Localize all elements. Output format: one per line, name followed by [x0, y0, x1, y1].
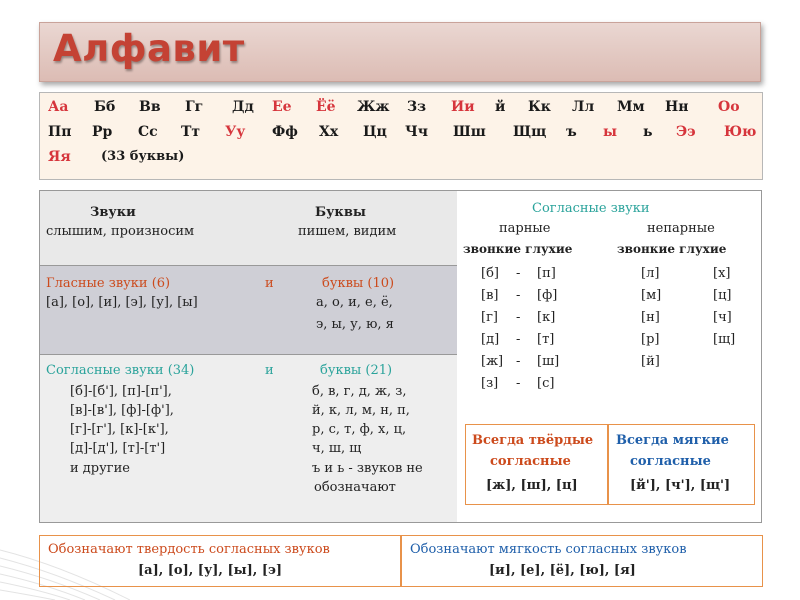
alphabet-letter: Чч	[405, 124, 429, 140]
sounds-letters-table	[39, 190, 459, 523]
paired-voiced: [в]	[481, 288, 499, 303]
vowels-letters-title: буквы (10)	[322, 276, 395, 291]
vowels-sounds-title: Гласные звуки (6)	[46, 276, 171, 291]
always-soft-box	[607, 424, 755, 505]
alphabet-letter: Зз	[407, 99, 427, 115]
alphabet-letter: Ёё	[316, 99, 336, 115]
always-hard-line-1: Всегда твёрдые	[472, 433, 594, 448]
alphabet-letter: Тт	[181, 124, 201, 140]
hardness-values: [а], [о], [у], [ы], [э]	[138, 563, 283, 578]
vowels-cell	[40, 266, 458, 355]
paired-voiced: [ж]	[481, 354, 504, 369]
alphabet-letter: Оо	[718, 99, 740, 115]
consonant-pair-line: [д]-[д'], [т]-[т']	[70, 441, 166, 456]
unpaired-voiced: [р]	[641, 332, 660, 347]
alphabet-letter: Щщ	[513, 124, 547, 140]
alphabet-letter: ы	[603, 124, 618, 140]
consonant-letters-line: р, с, т, ф, х, ц,	[312, 422, 407, 437]
vowels-sounds-list: [а], [о], [и], [э], [у], [ы]	[46, 295, 198, 310]
header-sounds: Звуки	[90, 205, 136, 220]
hardness-title: Обозначают твердость согласных звуков	[48, 542, 330, 557]
paired-dash: -	[516, 310, 521, 325]
consonant-pair-line: [в]-[в'], [ф]-[ф'],	[70, 403, 174, 418]
page-title: Алфавит	[53, 27, 245, 70]
consonants-cell	[40, 355, 458, 522]
header-letters: Буквы	[315, 205, 366, 220]
hardness-box	[39, 535, 402, 587]
unpaired-label: непарные	[647, 221, 715, 236]
always-hard-values: [ж], [ш], [ц]	[486, 478, 578, 493]
unpaired-voiceless: [х]	[713, 266, 731, 281]
always-hard-line-2: согласные	[490, 454, 571, 469]
alphabet-letter: Аа	[48, 99, 69, 115]
alphabet-letter: Рр	[92, 124, 113, 140]
consonants-sounds-title: Согласные звуки (34)	[46, 363, 195, 378]
paired-voiceless: [с]	[537, 376, 555, 391]
unpaired-voiceless: [ц]	[713, 288, 732, 303]
alphabet-letter: Шш	[453, 124, 486, 140]
table-header-cell	[40, 191, 458, 266]
alphabet-letter: Ее	[272, 99, 292, 115]
paired-voiceless: [п]	[537, 266, 556, 281]
paired-dash: -	[516, 332, 521, 347]
always-soft-line-1: Всегда мягкие	[616, 433, 729, 448]
paired-dash: -	[516, 288, 521, 303]
header-sounds-sub: слышим, произносим	[46, 224, 195, 239]
consonant-letters-line: ъ и ь - звуков не	[312, 461, 423, 476]
vowels-letters-line-2: э, ы, у, ю, я	[316, 317, 394, 332]
unpaired-voiceless: [ч]	[713, 310, 732, 325]
alphabet-letter: Гг	[185, 99, 204, 115]
alphabet-letter-ya: Яя	[48, 149, 71, 165]
vowels-letters-line-1: а, о, и, е, ё,	[316, 295, 393, 310]
alphabet-letter: Жж	[357, 99, 390, 115]
alphabet-letter: Лл	[572, 99, 595, 115]
consonant-pair-line: и другие	[70, 461, 130, 476]
paired-voiced: [з]	[481, 376, 499, 391]
alphabet-box	[39, 92, 763, 180]
paired-dash: -	[516, 354, 521, 369]
consonants-and: и	[265, 363, 274, 378]
alphabet-letter: Кк	[528, 99, 551, 115]
consonant-pair-line: [г]-[г'], [к]-[к'],	[70, 422, 169, 437]
alphabet-letter: Дд	[232, 99, 254, 115]
consonant-letters-line: ч, ш, щ	[312, 441, 362, 456]
alphabet-letter: Вв	[139, 99, 161, 115]
unpaired-voiced: [й]	[641, 354, 660, 369]
alphabet-count: (33 буквы)	[101, 149, 185, 164]
right-title: Согласные звуки	[532, 201, 650, 216]
alphabet-letter: Нн	[665, 99, 689, 115]
alphabet-letter: Ээ	[676, 124, 696, 140]
unpaired-voiced: [н]	[641, 310, 660, 325]
unpaired-voiced: [м]	[641, 288, 662, 303]
consonant-letters-line: й, к, л, м, н, п,	[312, 403, 410, 418]
alphabet-letter: Ии	[451, 99, 475, 115]
alphabet-letter: Цц	[363, 124, 387, 140]
alphabet-letter: Юю	[724, 124, 757, 140]
paired-voiceless: [т]	[537, 332, 555, 347]
unpaired-voiced: [л]	[641, 266, 660, 281]
paired-voiceless: [ф]	[537, 288, 558, 303]
consonant-letters-line: б, в, г, д, ж, з,	[312, 384, 407, 399]
paired-dash: -	[516, 376, 521, 391]
always-soft-values: [й'], [ч'], [щ']	[630, 478, 731, 493]
paired-label: парные	[499, 221, 551, 236]
always-hard-box	[465, 424, 609, 505]
paired-voiced: [г]	[481, 310, 498, 325]
always-soft-line-2: согласные	[630, 454, 711, 469]
consonants-letters-title: буквы (21)	[320, 363, 393, 378]
paired-voiceless: [к]	[537, 310, 556, 325]
softness-values: [и], [е], [ё], [ю], [я]	[489, 563, 636, 578]
alphabet-letter: й	[495, 99, 506, 115]
consonant-letters-line: обозначают	[314, 480, 396, 495]
consonant-pair-line: [б]-[б'], [п]-[п'],	[70, 384, 172, 399]
alphabet-letter: ь	[643, 124, 653, 140]
alphabet-letter: Пп	[48, 124, 72, 140]
alphabet-letter: Мм	[617, 99, 645, 115]
alphabet-letter: Фф	[272, 124, 298, 140]
alphabet-letter: ъ	[566, 124, 577, 140]
alphabet-letter: Хх	[319, 124, 339, 140]
alphabet-letter: Уу	[225, 124, 246, 140]
header-letters-sub: пишем, видим	[298, 224, 397, 239]
paired-voiceless: [ш]	[537, 354, 560, 369]
vowels-and: и	[265, 276, 274, 291]
paired-voiced: [д]	[481, 332, 500, 347]
paired-sub: звонкие глухие	[463, 242, 573, 256]
paired-voiced: [б]	[481, 266, 499, 281]
softness-box	[400, 535, 763, 587]
unpaired-voiceless: [щ]	[713, 332, 736, 347]
alphabet-letter: Бб	[94, 99, 116, 115]
unpaired-sub: звонкие глухие	[617, 242, 727, 256]
softness-title: Обозначают мягкость согласных звуков	[410, 542, 687, 557]
paired-dash: -	[516, 266, 521, 281]
alphabet-letter: Сс	[138, 124, 158, 140]
title-banner	[39, 22, 761, 82]
